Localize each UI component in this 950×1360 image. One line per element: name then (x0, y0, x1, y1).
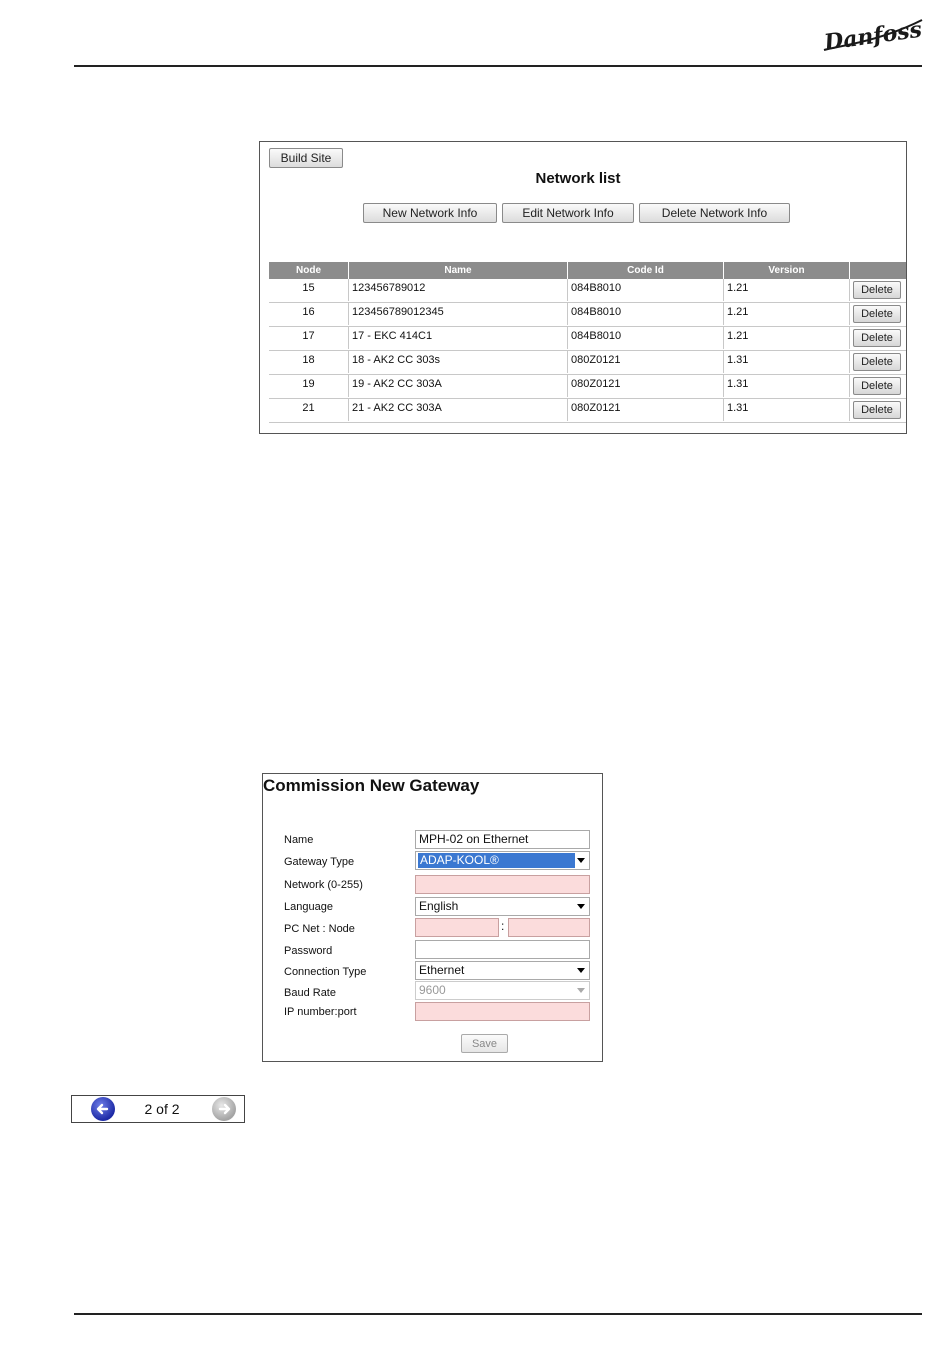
table-row (269, 399, 906, 423)
pc-node-input[interactable] (508, 918, 590, 937)
baud-rate-value: 9600 (419, 983, 446, 997)
language-label: Language (284, 901, 333, 913)
col-action-header (850, 262, 906, 279)
network-label: Network (0-255) (284, 879, 363, 891)
cell-node: 16 (269, 303, 349, 325)
password-label: Password (284, 945, 333, 957)
cell-name: 18 - AK2 CC 303s (349, 351, 568, 373)
cell-node: 18 (269, 351, 349, 373)
page-navigator (71, 1095, 245, 1123)
network-table-body (269, 279, 906, 423)
cell-action (850, 351, 906, 373)
cell-name: 123456789012 (349, 279, 568, 301)
table-header (269, 262, 906, 279)
col-code-id-header: Code Id (568, 262, 724, 279)
connection-type-select[interactable] (415, 961, 590, 980)
chevron-down-icon (577, 904, 585, 909)
delete-row-button[interactable]: Delete (853, 329, 901, 347)
cell-action (850, 303, 906, 325)
cell-code-id: 084B8010 (568, 303, 724, 325)
language-value: English (419, 899, 459, 913)
danfoss-logo (818, 12, 926, 56)
cell-name: 19 - AK2 CC 303A (349, 375, 568, 397)
delete-row-button[interactable]: Delete (853, 401, 901, 419)
pc-net-node-label: PC Net : Node (284, 923, 355, 935)
table-row (269, 375, 906, 399)
table-row (269, 351, 906, 375)
table-row (269, 327, 906, 351)
cell-action (850, 375, 906, 397)
logo-text: Danfoss (822, 16, 924, 56)
arrow-left-icon (91, 1097, 115, 1121)
delete-row-button[interactable]: Delete (853, 377, 901, 395)
password-input[interactable] (415, 940, 590, 959)
cell-action (850, 399, 906, 421)
next-page-button[interactable] (212, 1097, 236, 1121)
edit-network-info-button[interactable]: Edit Network Info (502, 203, 634, 223)
cell-version: 1.21 (724, 303, 850, 325)
cell-version: 1.21 (724, 279, 850, 301)
cell-version: 1.31 (724, 351, 850, 373)
page-indicator: 2 of 2 (144, 1101, 180, 1117)
language-select[interactable] (415, 897, 590, 916)
gateway-type-select[interactable] (415, 851, 590, 870)
chevron-down-icon (577, 858, 585, 863)
ip-port-input[interactable] (415, 1002, 590, 1021)
pc-node-separator: : (501, 919, 505, 933)
baud-rate-select[interactable] (415, 981, 590, 1000)
chevron-down-icon (577, 968, 585, 973)
col-name-header: Name (349, 262, 568, 279)
name-input[interactable]: MPH-02 on Ethernet (415, 830, 590, 849)
cell-name: 123456789012345 (349, 303, 568, 325)
table-row (269, 279, 906, 303)
save-button[interactable]: Save (461, 1034, 508, 1053)
cell-code-id: 084B8010 (568, 327, 724, 349)
connection-type-label: Connection Type (284, 966, 367, 978)
name-label: Name (284, 834, 314, 846)
delete-network-info-button[interactable]: Delete Network Info (639, 203, 790, 223)
cell-node: 21 (269, 399, 349, 421)
cell-code-id: 080Z0121 (568, 399, 724, 421)
network-list-panel (259, 141, 907, 434)
network-list-title: Network list (535, 170, 621, 187)
cell-version: 1.31 (724, 399, 850, 421)
cell-node: 19 (269, 375, 349, 397)
footer-rule (74, 1313, 922, 1315)
cell-action (850, 279, 906, 301)
arrow-right-icon (212, 1097, 236, 1121)
pc-net-input[interactable] (415, 918, 499, 937)
cell-name: 21 - AK2 CC 303A (349, 399, 568, 421)
connection-type-value: Ethernet (419, 963, 465, 977)
header-rule (74, 65, 922, 67)
cell-code-id: 084B8010 (568, 279, 724, 301)
delete-row-button[interactable]: Delete (853, 353, 901, 371)
delete-row-button[interactable]: Delete (853, 305, 901, 323)
cell-action (850, 327, 906, 349)
cell-version: 1.21 (724, 327, 850, 349)
cell-code-id: 080Z0121 (568, 375, 724, 397)
col-node-header: Node (269, 262, 349, 279)
ip-port-label: IP number:port (284, 1006, 357, 1018)
network-input[interactable] (415, 875, 590, 894)
build-site-button[interactable]: Build Site (269, 148, 343, 168)
cell-name: 17 - EKC 414C1 (349, 327, 568, 349)
commission-title: Commission New Gateway (263, 776, 480, 795)
chevron-down-icon (577, 988, 585, 993)
cell-code-id: 080Z0121 (568, 351, 724, 373)
cell-version: 1.31 (724, 375, 850, 397)
gateway-type-label: Gateway Type (284, 856, 355, 868)
cell-node: 17 (269, 327, 349, 349)
gateway-type-value: ADAP-KOOL® (418, 853, 575, 868)
table-row (269, 303, 906, 327)
delete-row-button[interactable]: Delete (853, 281, 901, 299)
cell-node: 15 (269, 279, 349, 301)
previous-page-button[interactable] (91, 1097, 115, 1121)
new-network-info-button[interactable]: New Network Info (363, 203, 497, 223)
baud-rate-label: Baud Rate (284, 987, 336, 999)
commission-gateway-panel (262, 773, 603, 1062)
col-version-header: Version (724, 262, 850, 279)
